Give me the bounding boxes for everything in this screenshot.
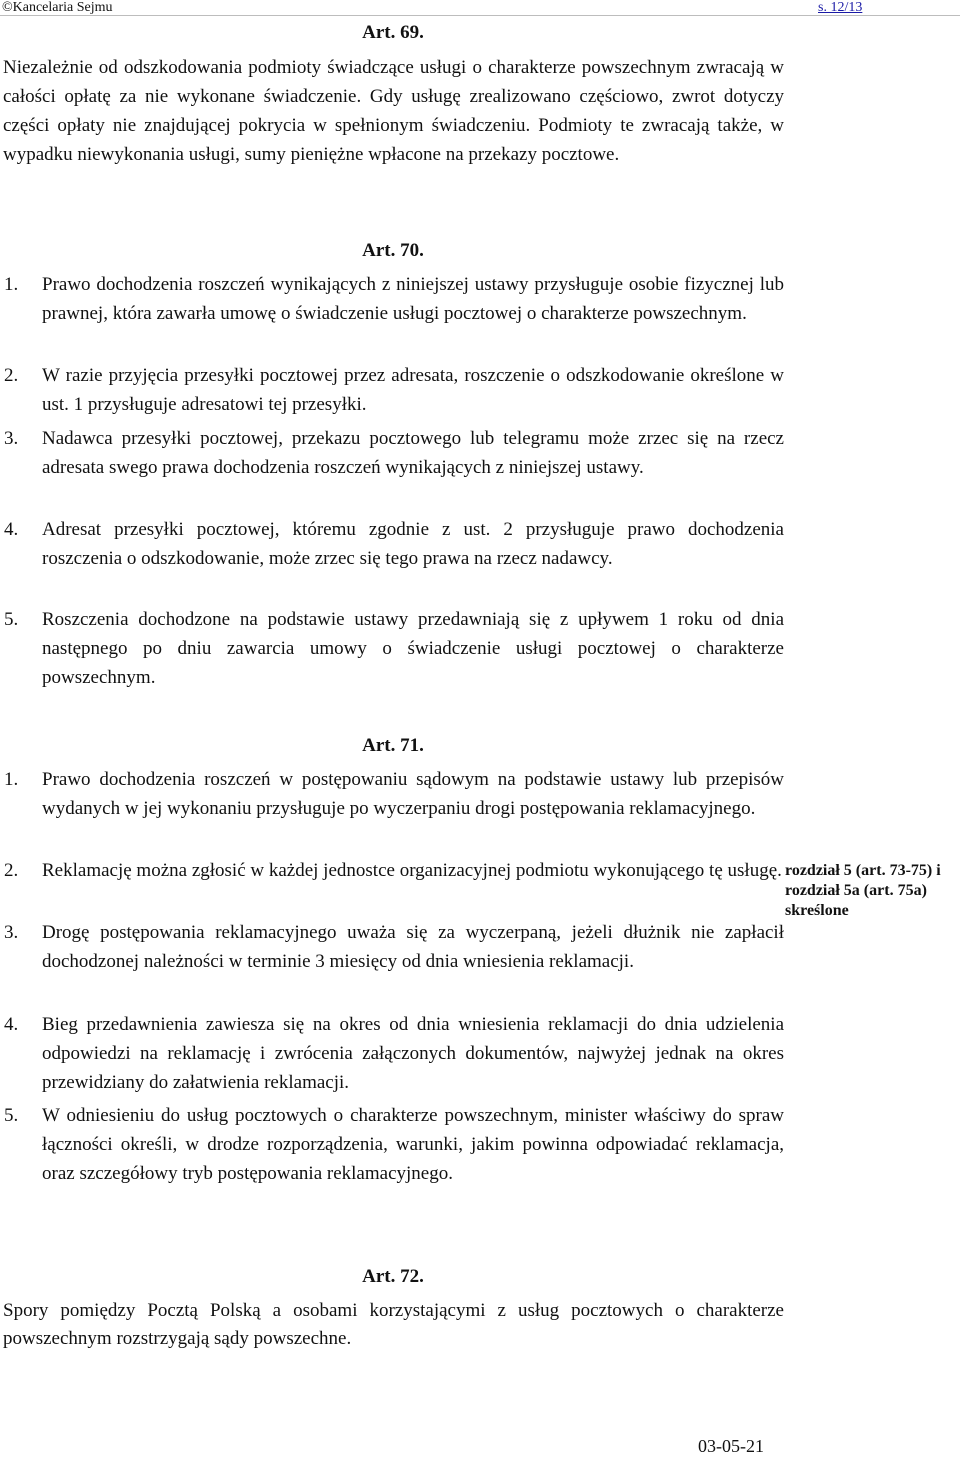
art-70-item-4 (4, 515, 784, 573)
item-text: Adresat przesyłki pocztowej, któremu zgodnie z ust. 2 przysługuje prawo dochodzenia roszczenia o odszkodowanie, może zrzec się tego prawa na rzecz nadawcy. (42, 519, 784, 569)
page-number-link[interactable]: s. 12/13 (818, 0, 863, 15)
item-text: Prawo dochodzenia roszczeń wynikających z niniejszej ustawy przysługuje osobie fizycznej lub prawnej, która zawarła umowę o świadczenie usługi pocztowej o charakterze powszechnym. (42, 274, 784, 324)
item-number: 1. (4, 274, 19, 295)
item-text: Prawo dochodzenia roszczeń w postępowaniu sądowym na podstawie ustawy lub przepisów wydanych w jej wykonaniu przysługuje po wyczerpaniu drogi postępowania reklamacyjnego. (42, 769, 784, 819)
art-71-heading: Art. 71. (362, 735, 424, 756)
item-text: Nadawca przesyłki pocztowej, przekazu pocztowego lub telegramu może zrzec się na rzecz adresata swego prawa dochodzenia roszczeń wynikających z niniejszej ustawy. (42, 428, 784, 478)
item-text: W odniesieniu do usług pocztowych o charakterze powszechnym, minister właściwy do spraw łączności określi, w drodze rozporządzenia, warunki, jakim powinna odpowiadać reklamacja, oraz szczegółowy tryb postępowania reklamacyjnego. (42, 1105, 784, 1184)
art-72-text: Spory pomiędzy Pocztą Polską a osobami korzystającymi z usług pocztowych o charakterze powszechnym rozstrzygają sądy powszechne. (3, 1300, 784, 1349)
header-source: ©Kancelaria Sejmu (2, 0, 113, 15)
item-number: 4. (4, 1014, 19, 1035)
footer-date: 03-05-21 (698, 1436, 764, 1456)
art-71-item-1 (4, 765, 784, 823)
art-70-item-2 (4, 361, 784, 419)
item-number: 2. (4, 860, 19, 881)
art-71-item-5 (4, 1101, 784, 1188)
art-71-item-4 (4, 1010, 784, 1097)
item-number: 2. (4, 365, 19, 386)
item-number: 5. (4, 609, 19, 630)
art-70-item-3 (4, 424, 784, 482)
header-divider (0, 15, 960, 16)
art-71-item-2 (4, 856, 784, 885)
art-70-heading: Art. 70. (362, 240, 424, 261)
art-69-heading: Art. 69. (362, 22, 424, 43)
art-71-item-3 (4, 918, 784, 976)
margin-note: rozdział 5 (art. 73-75) i rozdział 5a (art. 75a) skreślone (785, 862, 941, 919)
header-page-number (818, 0, 862, 16)
item-number: 3. (4, 428, 19, 449)
item-text: Roszczenia dochodzone na podstawie ustawy przedawniają się z upływem 1 roku od dnia następnego po dniu zawarcia umowy o świadczenie usługi pocztowej o charakterze powszechnym. (42, 609, 784, 688)
item-text: W razie przyjęcia przesyłki pocztowej przez adresata, roszczenie o odszkodowanie określone w ust. 1 przysługuje adresatowi tej przesyłki. (42, 365, 784, 415)
art-72-heading: Art. 72. (362, 1266, 424, 1287)
item-number: 4. (4, 519, 19, 540)
item-text: Reklamację można zgłosić w każdej jednostce organizacyjnej podmiotu wykonującego tę usługę. (42, 860, 782, 881)
art-70-item-1 (4, 270, 784, 328)
art-69-text: Niezależnie od odszkodowania podmioty świadczące usługi o charakterze powszechnym zwracają w całości opłatę za nie wykonane świadczenie. Gdy usługę zrealizowano częściowo, zwrot dotyczy części opłaty nie znajdującej pokrycia w spełnionym świadczeniu. Podmioty te zwracają także, w wypadku niewykonania usługi, sumy pieniężne wpłacone na przekazy pocztowe. (3, 57, 784, 165)
item-text: Bieg przedawnienia zawiesza się na okres od dnia wniesienia reklamacji do dnia udzielenia odpowiedzi na reklamację i zwrócenia załączonych dokumentów, najwyżej jednak na okres przewidziany do załatwienia reklamacji. (42, 1014, 784, 1093)
item-number: 3. (4, 922, 19, 943)
item-number: 1. (4, 769, 19, 790)
item-number: 5. (4, 1105, 19, 1126)
item-text: Drogę postępowania reklamacyjnego uważa się za wyczerpaną, jeżeli dłużnik nie zapłacił dochodzonej należności w terminie 3 miesięcy od dnia wniesienia reklamacji. (42, 922, 784, 972)
art-70-item-5 (4, 605, 784, 692)
